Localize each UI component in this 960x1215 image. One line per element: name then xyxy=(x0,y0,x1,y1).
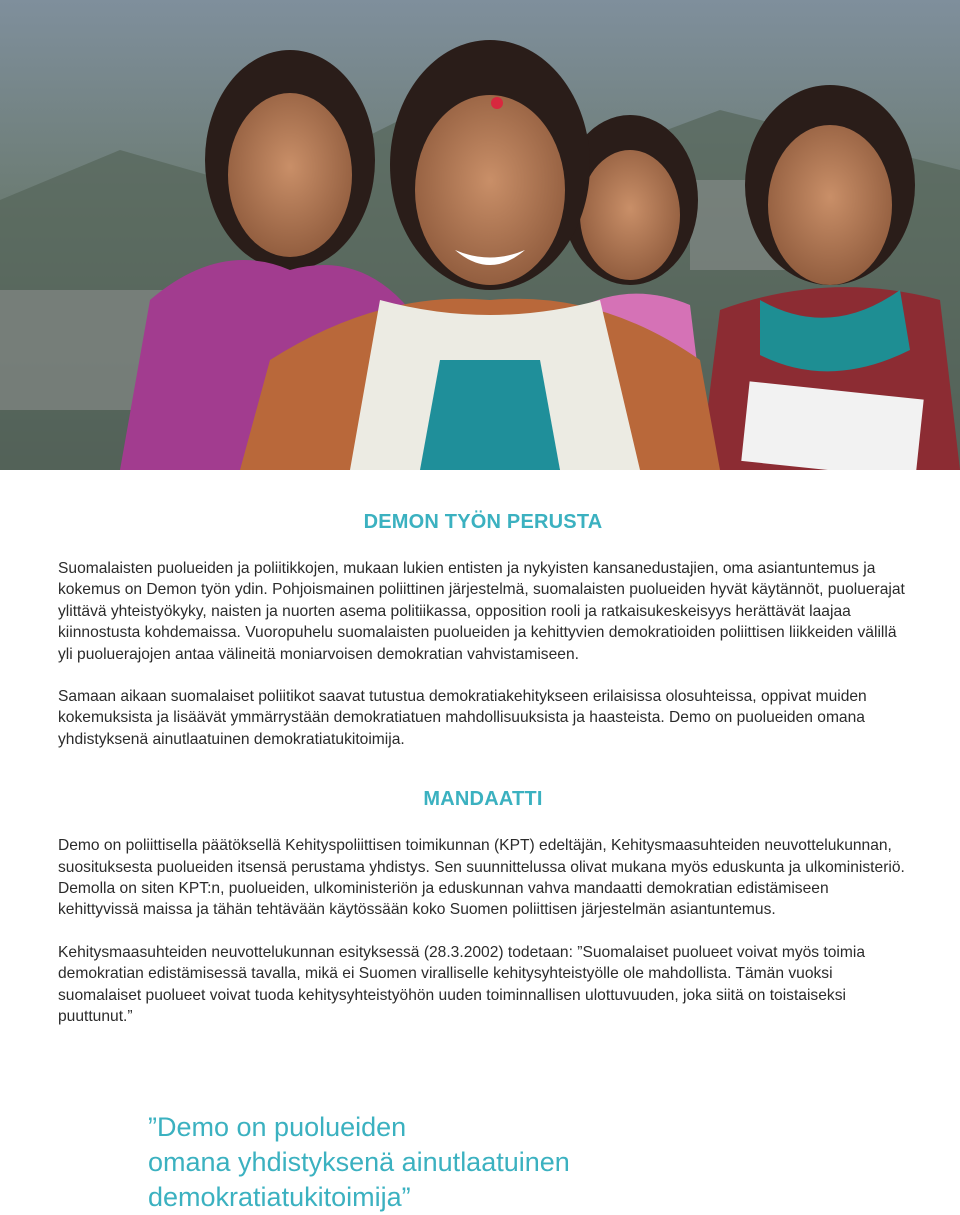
section-paragraph: Suomalaisten puolueiden ja poliitikkojen, mukaan lukien entisten ja nykyisten kansanedustajien, oma asiantuntemus ja kokemus on Demon työn ydin. Pohjoismainen poliittinen järjestelmä, suomalaisten puolueiden hyvät käytännöt, puoluerajat ylittävä yhteistyökyky, naisten ja nuorten asema politiikassa, opposition rooli ja ratkaisukeskeisyys herättävät laajaa kiinnostusta kohdemaissa. Vuoropuhelu suomalaisten puolueiden ja kehittyvien demokratioiden poliittisen liikkeiden välillä yli puoluerajojen antaa välineitä moniarvoisen demokratian vahvistamiseen. xyxy=(58,560,905,663)
hero-photo xyxy=(0,0,960,470)
pull-quote-line: ”Demo on puolueiden xyxy=(148,1112,407,1142)
section-paragraph: Kehitysmaasuhteiden neuvottelukunnan esityksessä (28.3.2002) todetaan: ”Suomalaiset puolueet voivat myös toimia demokratian edistämisessä tavalla, mikä ei Suomen viralliselle kehitysyhteistyölle ole mahdollista. Tämän vuoksi suomalaiset puolueet voivat tuoda kehitysyhteistyöhön uuden toiminnallisen ulottuvuuden, joka siitä on toistaiseksi puuttunut.” xyxy=(58,943,866,1026)
section-heading-demon-tyon-perusta: DEMON TYÖN PERUSTA xyxy=(363,511,603,533)
section-paragraph: Demo on poliittisella päätöksellä Kehityspoliittisen toimikunnan (KPT) edeltäjän, Kehitysmaasuhteiden neuvottelukunnan, suosituksesta puolueiden itsensä perustama yhdistys. Sen suunnittelussa olivat mukana myös eduskunta ja ulkoministeriö. Demolla on siten KPT:n, puolueiden, ulkoministeriön ja eduskunnan vahva mandaatti demokratian edistämiseen kehittyvissä maissa ja tähän tehtävään käytössään koko Suomen poliittisen järjestelmän asiantuntemus. xyxy=(58,837,905,919)
section-heading-mandaatti: MANDAATTI xyxy=(423,788,543,811)
section-paragraph: Samaan aikaan suomalaiset poliitikot saavat tutustua demokratiakehitykseen erilaisissa olosuhteissa, oppivat muiden kokemuksista ja lisäävät ymmärrystään demokratiatuen mahdollisuuksista ja haasteista. Demo on puolueiden omana yhdistyksenä ainutlaatuinen demokratiatukitoimija. xyxy=(58,688,867,748)
pull-quote-line: omana yhdistyksenä ainutlaatuinen xyxy=(148,1147,570,1177)
pull-quote xyxy=(148,1110,848,1215)
pull-quote-line: demokratiatukitoimija” xyxy=(148,1182,411,1212)
hero-photo-women-group xyxy=(0,0,960,470)
main-content xyxy=(58,505,908,1028)
